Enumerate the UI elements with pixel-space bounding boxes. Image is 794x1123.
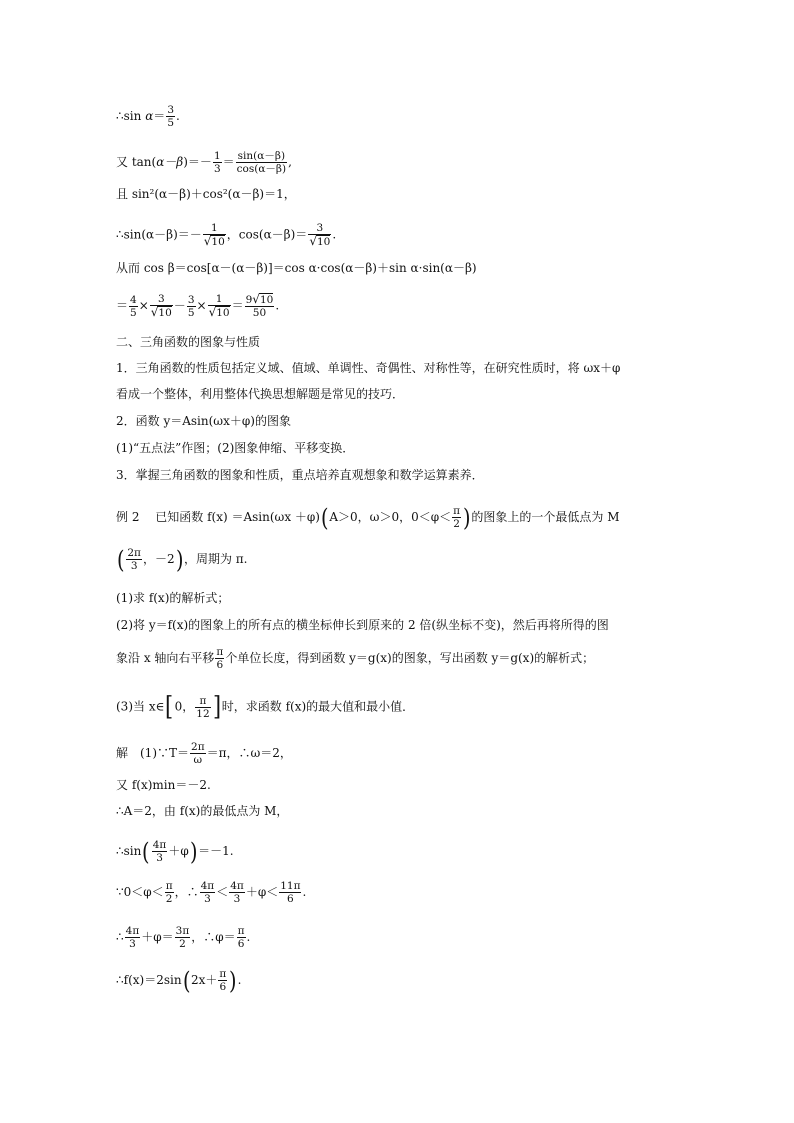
fraction: $\frac{\pi}{6}$ (237, 925, 245, 950)
line-cos-beta-result: ＝ $\frac{4}{5}$ × $\frac{3}{√10}$ － $\frac{3}{5}$ × $\frac{1}{√10}$ ＝ $\frac{9√10}{50}$ . (116, 292, 280, 319)
question-2-cont: 象沿 x 轴向右平移 $\frac{\pi}{6}$ 个单位长度，得到函数 y＝g(x)的图象，写出函数 y＝g(x)的解析式； (116, 646, 595, 671)
solution-line-5: ∵0＜φ＜ $\frac{\pi}{2}$ ，∴ $\frac{4\pi}{3}$ ＜ $\frac{4\pi}{3}$ ＋φ＜ $\frac{11\pi}{6}$ . (116, 880, 307, 905)
question-1: (1)求 f(x)的解析式； (116, 591, 230, 605)
fraction: $\frac{3}{√10}$ (309, 222, 331, 248)
fraction: $\frac{\pi}{2}$ (165, 880, 173, 905)
paragraph: 2．函数 y＝Asin(ωx＋φ)的图象 (116, 414, 291, 428)
solution-line-6: ∴ $\frac{4\pi}{3}$ ＋φ＝ $\frac{3\pi}{2}$ ，∴φ＝ $\frac{\pi}{6}$ . (116, 925, 251, 950)
fraction: $\frac{\pi}{2}$ (453, 505, 461, 530)
fraction: $\frac{1}{√10}$ (203, 222, 225, 248)
solution-line-4: ∴sin( $\frac{4\pi}{3}$ ＋φ)＝－1. (116, 837, 234, 866)
line-cos-beta: 从而 cos β＝cos[α－(α－β)]＝cos α·cos(α－β)＋sin α·sin(α－β) (116, 261, 477, 275)
fraction: $\frac{1}{3}$ (213, 150, 221, 175)
paragraph: (1)“五点法”作图；(2)图象伸缩、平移变换． (116, 441, 355, 455)
fraction: $\frac{4}{5}$ (130, 293, 137, 319)
line-sin-cos-values: ∴sin(α－β)＝－ $\frac{1}{√10}$ ，cos(α－β)＝ $\frac{3}{√10}$ . (116, 222, 337, 248)
paragraph: 看成一个整体，利用整体代换思想解题是常见的技巧． (116, 387, 405, 401)
question-2: (2)将 y＝f(x)的图象上的所有点的横坐标伸长到原来的 2 倍(纵坐标不变)，然后再将所得的图 (116, 618, 609, 632)
fraction: $\frac{9√10}{50}$ (245, 292, 274, 319)
fraction: $\frac{\pi}{12}$ (196, 694, 210, 720)
fraction: $\frac{3\pi}{2}$ (175, 925, 190, 950)
fraction: $\frac{4\pi}{3}$ (230, 880, 244, 905)
line-identity: 且 sin²(α－β)＋cos²(α－β)＝1， (116, 187, 296, 201)
fraction: $\frac{\pi}{6}$ (216, 646, 224, 671)
solution-line-7: ∴f(x)＝2sin(2x＋ $\frac{\pi}{6}$ ). (116, 966, 242, 995)
section-heading: 二、三角函数的图象与性质 (116, 335, 261, 349)
line-sin-alpha: ∴sin α＝ $\frac{3}{5}$ . (116, 104, 180, 129)
fraction: $\frac{11\pi}{6}$ (280, 880, 301, 905)
line-tan: 又 tan(α－β)＝－ $\frac{1}{3}$ ＝ $\frac{\sin(\alpha-\beta)}{\cos(\alpha-\beta)}$ , (116, 150, 292, 175)
fraction: $\frac{3}{√10}$ (150, 293, 172, 319)
example-2-point: ( $\frac{2\pi}{3}$ ，－2)，周期为 π. (116, 545, 248, 574)
paragraph: 3．掌握三角函数的图象和性质，重点培养直观想象和数学运算素养． (116, 468, 484, 482)
fraction: $\frac{4\pi}{3}$ (125, 925, 140, 950)
fraction: $\frac{1}{√10}$ (208, 293, 230, 319)
fraction: $\frac{3}{5}$ (167, 104, 174, 129)
fraction: $\frac{\pi}{6}$ (219, 968, 227, 993)
question-3: (3)当 x∈[0， $\frac{\pi}{12}$ ]时，求函数 f(x)的最大值和最小值． (116, 692, 415, 722)
fraction: $\frac{\sin(\alpha-\beta)}{\cos(\alpha-\beta)}$ (236, 150, 287, 175)
fraction: $\frac{4\pi}{3}$ (200, 880, 215, 905)
solution-line-3: ∴A＝2，由 f(x)的最低点为 M， (116, 804, 289, 818)
example-2-statement: 例 2 已知函数 f(x) ＝Asin(ωx ＋φ)(A＞0，ω＞0，0＜φ＜ $\frac{\pi}{2}$ )的图象上的一个最低点为 M (116, 503, 620, 532)
fraction: $\frac{2\pi}{3}$ (127, 547, 141, 572)
solution-line-1: 解 (1)∵T＝ $\frac{2\pi}{\omega}$ ＝π，∴ω＝2， (116, 741, 292, 766)
fraction: $\frac{4\pi}{3}$ (152, 839, 167, 864)
paragraph: 1．三角函数的性质包括定义域、值域、单调性、奇偶性、对称性等，在研究性质时，将 ωx＋φ (116, 361, 621, 375)
solution-line-2: 又 f(x)min＝－2. (116, 778, 211, 792)
fraction: $\frac{2\pi}{\omega}$ (191, 741, 205, 766)
fraction: $\frac{3}{5}$ (187, 293, 195, 319)
